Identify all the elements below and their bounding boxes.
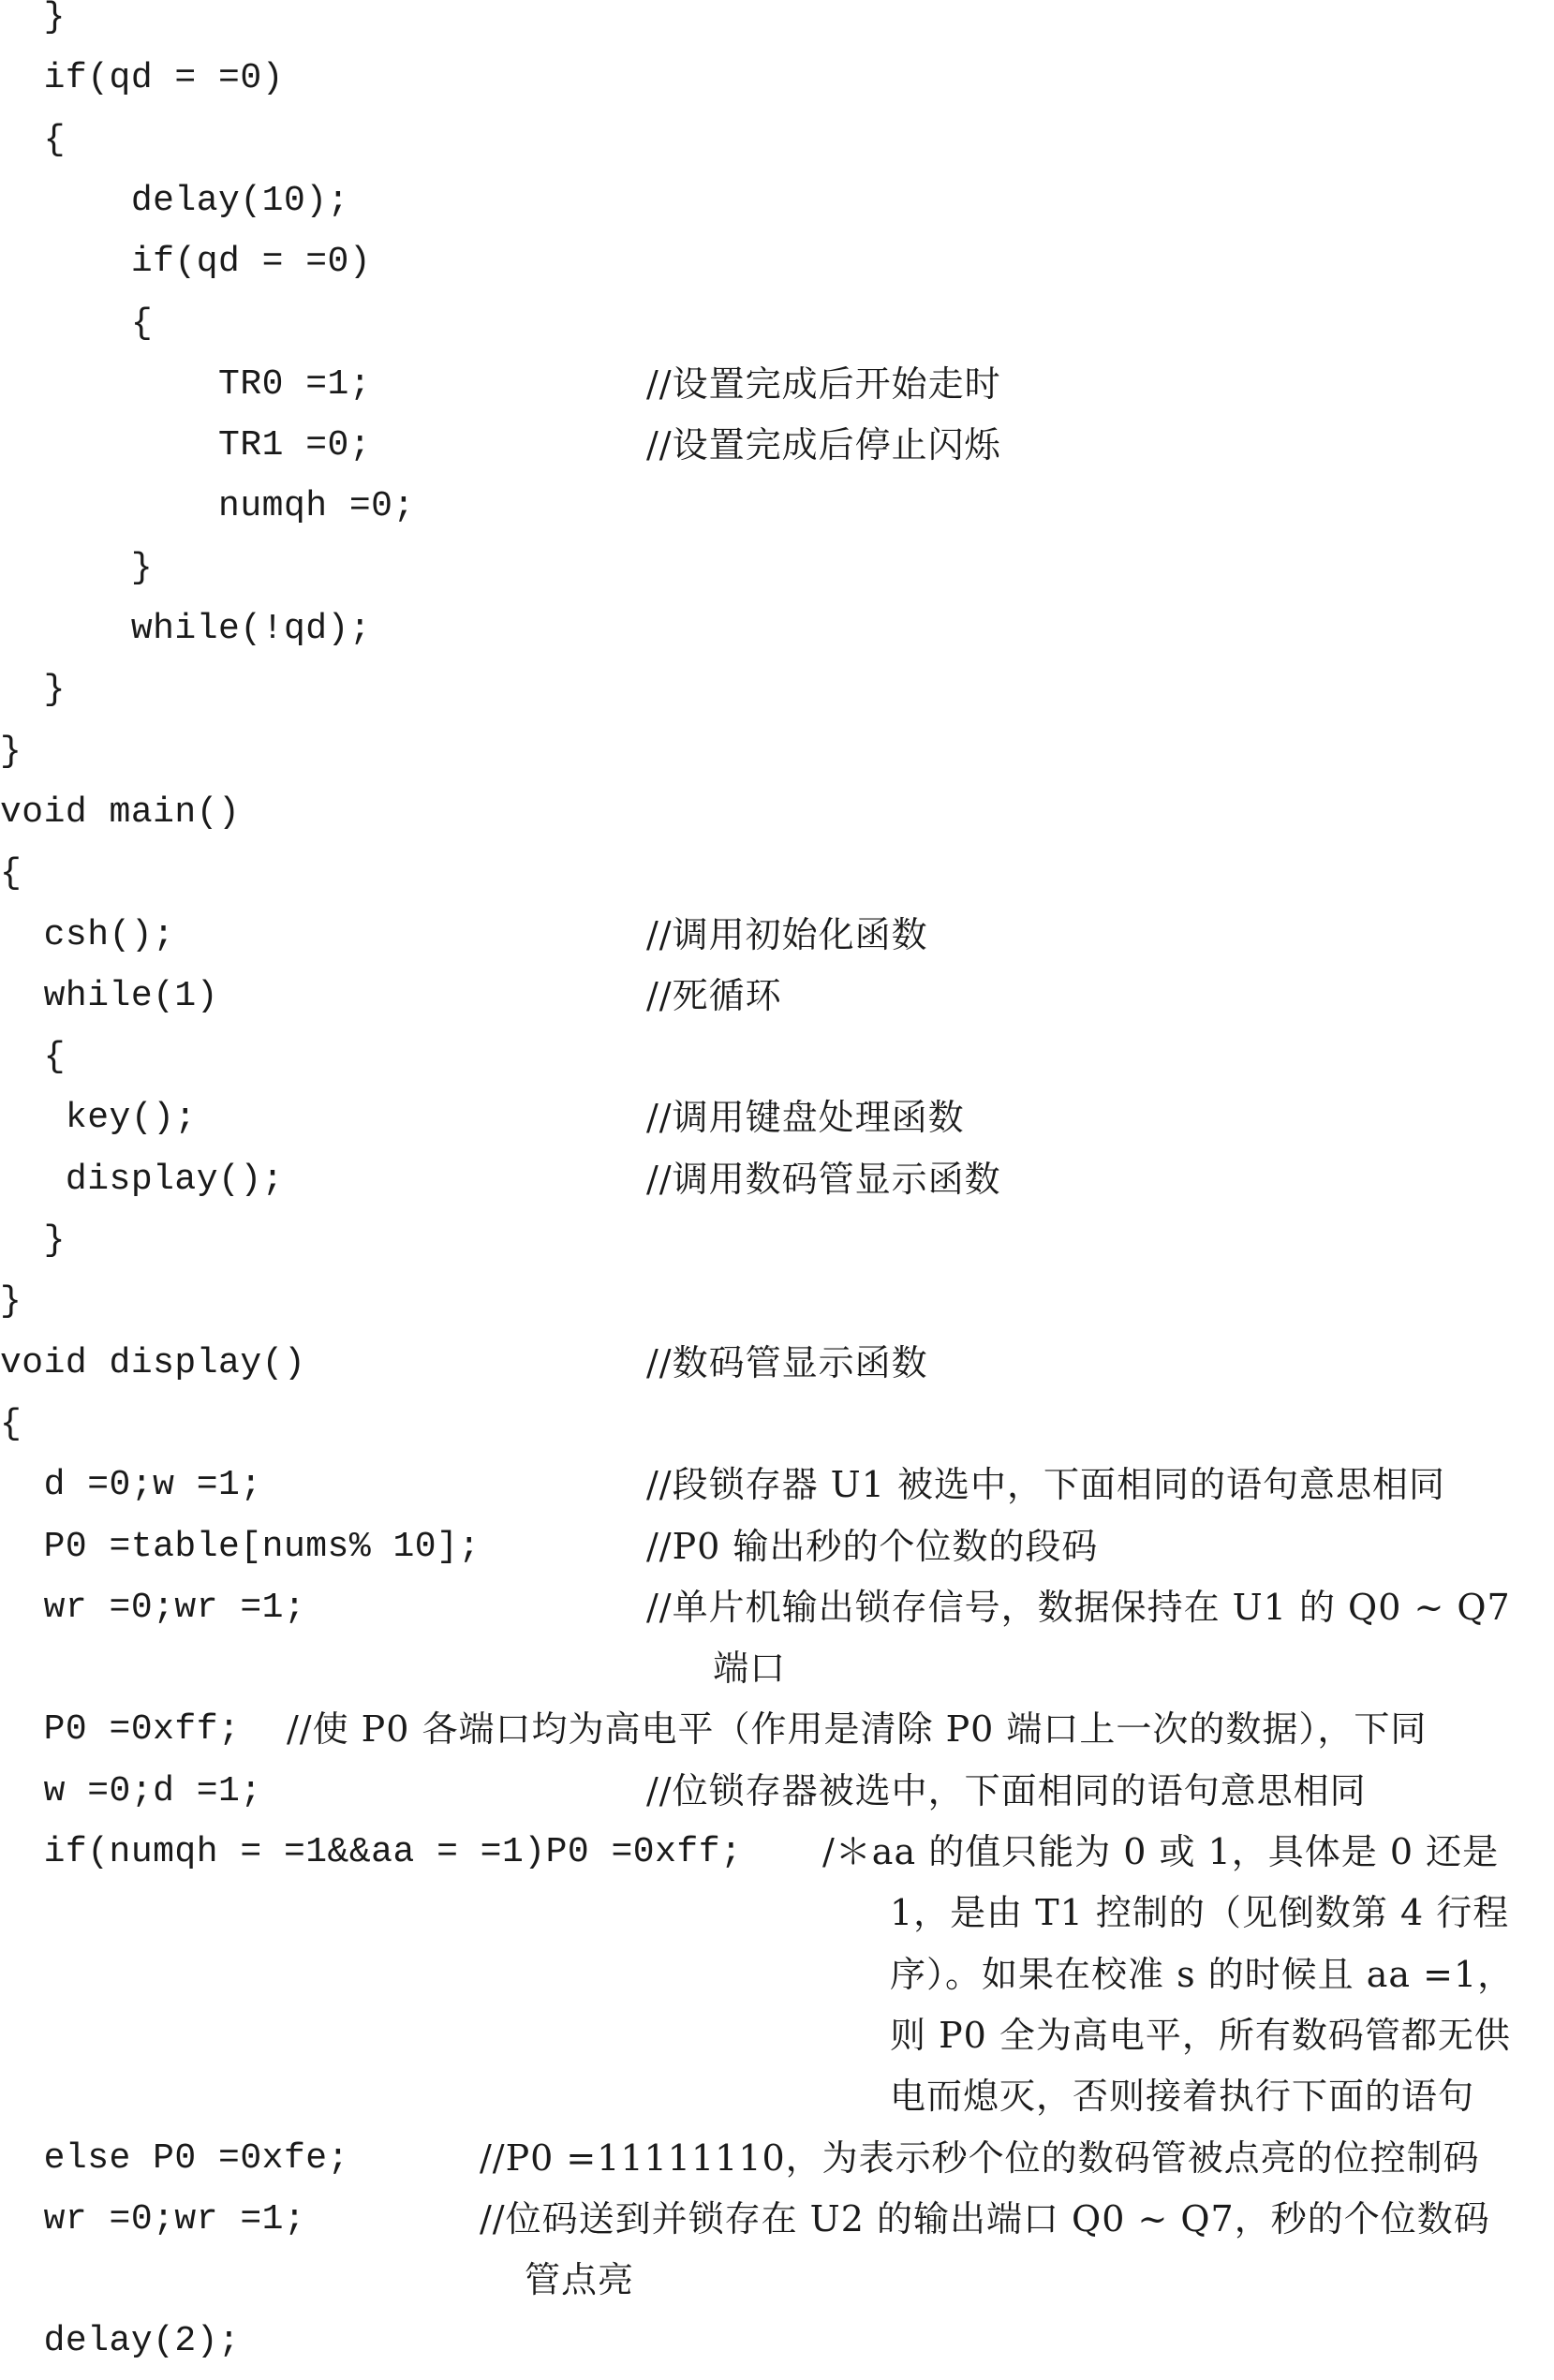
code-line: if(qd = =0)	[0, 242, 372, 283]
code-line: TR1 =0;	[0, 425, 372, 466]
code-comment: 则 P0 全为高电平，所有数码管都无供	[890, 2014, 1511, 2056]
code-line: d =0;w =1;	[0, 1465, 262, 1506]
code-comment: //死循环	[646, 974, 782, 1016]
code-line: {	[0, 119, 66, 160]
code-comment: //段锁存器 U1 被选中，下面相同的语句意思相同	[646, 1464, 1445, 1506]
code-line: }	[0, 731, 22, 772]
code-comment: //使 P0 各端口均为高电平（作用是清除 P0 端口上一次的数据），下同	[287, 1708, 1428, 1751]
code-line: delay(2);	[0, 2321, 241, 2362]
code-comment: //P0 输出秒的个位数的段码	[646, 1525, 1099, 1567]
code-line: }	[0, 1220, 66, 1261]
code-comment: 管点亮	[525, 2259, 635, 2301]
code-line: P0 =table[nums% 10];	[0, 1526, 481, 1567]
code-line: {	[0, 853, 22, 894]
code-comment: //调用数码管显示函数	[646, 1158, 1001, 1200]
code-line: {	[0, 1403, 22, 1444]
code-line: }	[0, 0, 66, 37]
code-comment: //P0 =11111110，为表示秒个位的数码管被点亮的位控制码	[480, 2136, 1480, 2179]
code-line: wr =0;wr =1;	[0, 2198, 306, 2240]
code-line: delay(10);	[0, 180, 349, 221]
code-comment: //位锁存器被选中，下面相同的语句意思相同	[646, 1769, 1367, 1811]
code-line: TR0 =1;	[0, 363, 372, 405]
code-line: if(numqh = =1&&aa = =1)P0 =0xff;	[0, 1832, 743, 1872]
code-line: P0 =0xff;	[0, 1709, 241, 1751]
code-comment: //数码管显示函数	[646, 1341, 928, 1383]
code-line: wr =0;wr =1;	[0, 1587, 306, 1628]
code-line: void display()	[0, 1342, 306, 1383]
code-line: while(!qd);	[0, 609, 372, 649]
code-line: }	[0, 1281, 22, 1323]
code-line: csh();	[0, 914, 175, 955]
code-comment: 序）。如果在校准 s 的时候且 aa =1，	[890, 1953, 1515, 1995]
code-line: if(qd = =0)	[0, 58, 284, 99]
code-comment: //设置完成后停止闪烁	[646, 424, 1001, 466]
code-line: w =0;d =1;	[0, 1770, 262, 1811]
code-line: while(1)	[0, 975, 219, 1016]
code-line: {	[0, 303, 154, 344]
code-line: display();	[0, 1159, 284, 1200]
code-line: }	[0, 547, 154, 588]
code-line: }	[0, 670, 66, 711]
code-line: else P0 =0xfe;	[0, 2137, 349, 2179]
code-comment: //调用初始化函数	[646, 913, 928, 955]
code-comment: //设置完成后开始走时	[646, 362, 1001, 405]
code-comment: 端口	[688, 1648, 787, 1690]
code-comment: 1，是由 T1 控制的（见倒数第 4 行程	[890, 1892, 1510, 1934]
code-line: key();	[0, 1098, 197, 1139]
code-comment: //位码送到并锁存在 U2 的输出端口 Q0 ~ Q7，秒的个位数码	[480, 2197, 1490, 2240]
code-comment: /＊aa 的值只能为 0 或 1，具体是 0 还是	[822, 1831, 1500, 1872]
code-line: numqh =0;	[0, 486, 415, 527]
code-line: void main()	[0, 791, 241, 833]
code-comment: //单片机输出锁存信号，数据保持在 U1 的 Q0 ~ Q7	[646, 1586, 1511, 1628]
code-line: {	[0, 1037, 66, 1078]
code-comment: 电而熄灭，否则接着执行下面的语句	[890, 2076, 1475, 2118]
code-comment: //调用键盘处理函数	[646, 1097, 965, 1139]
